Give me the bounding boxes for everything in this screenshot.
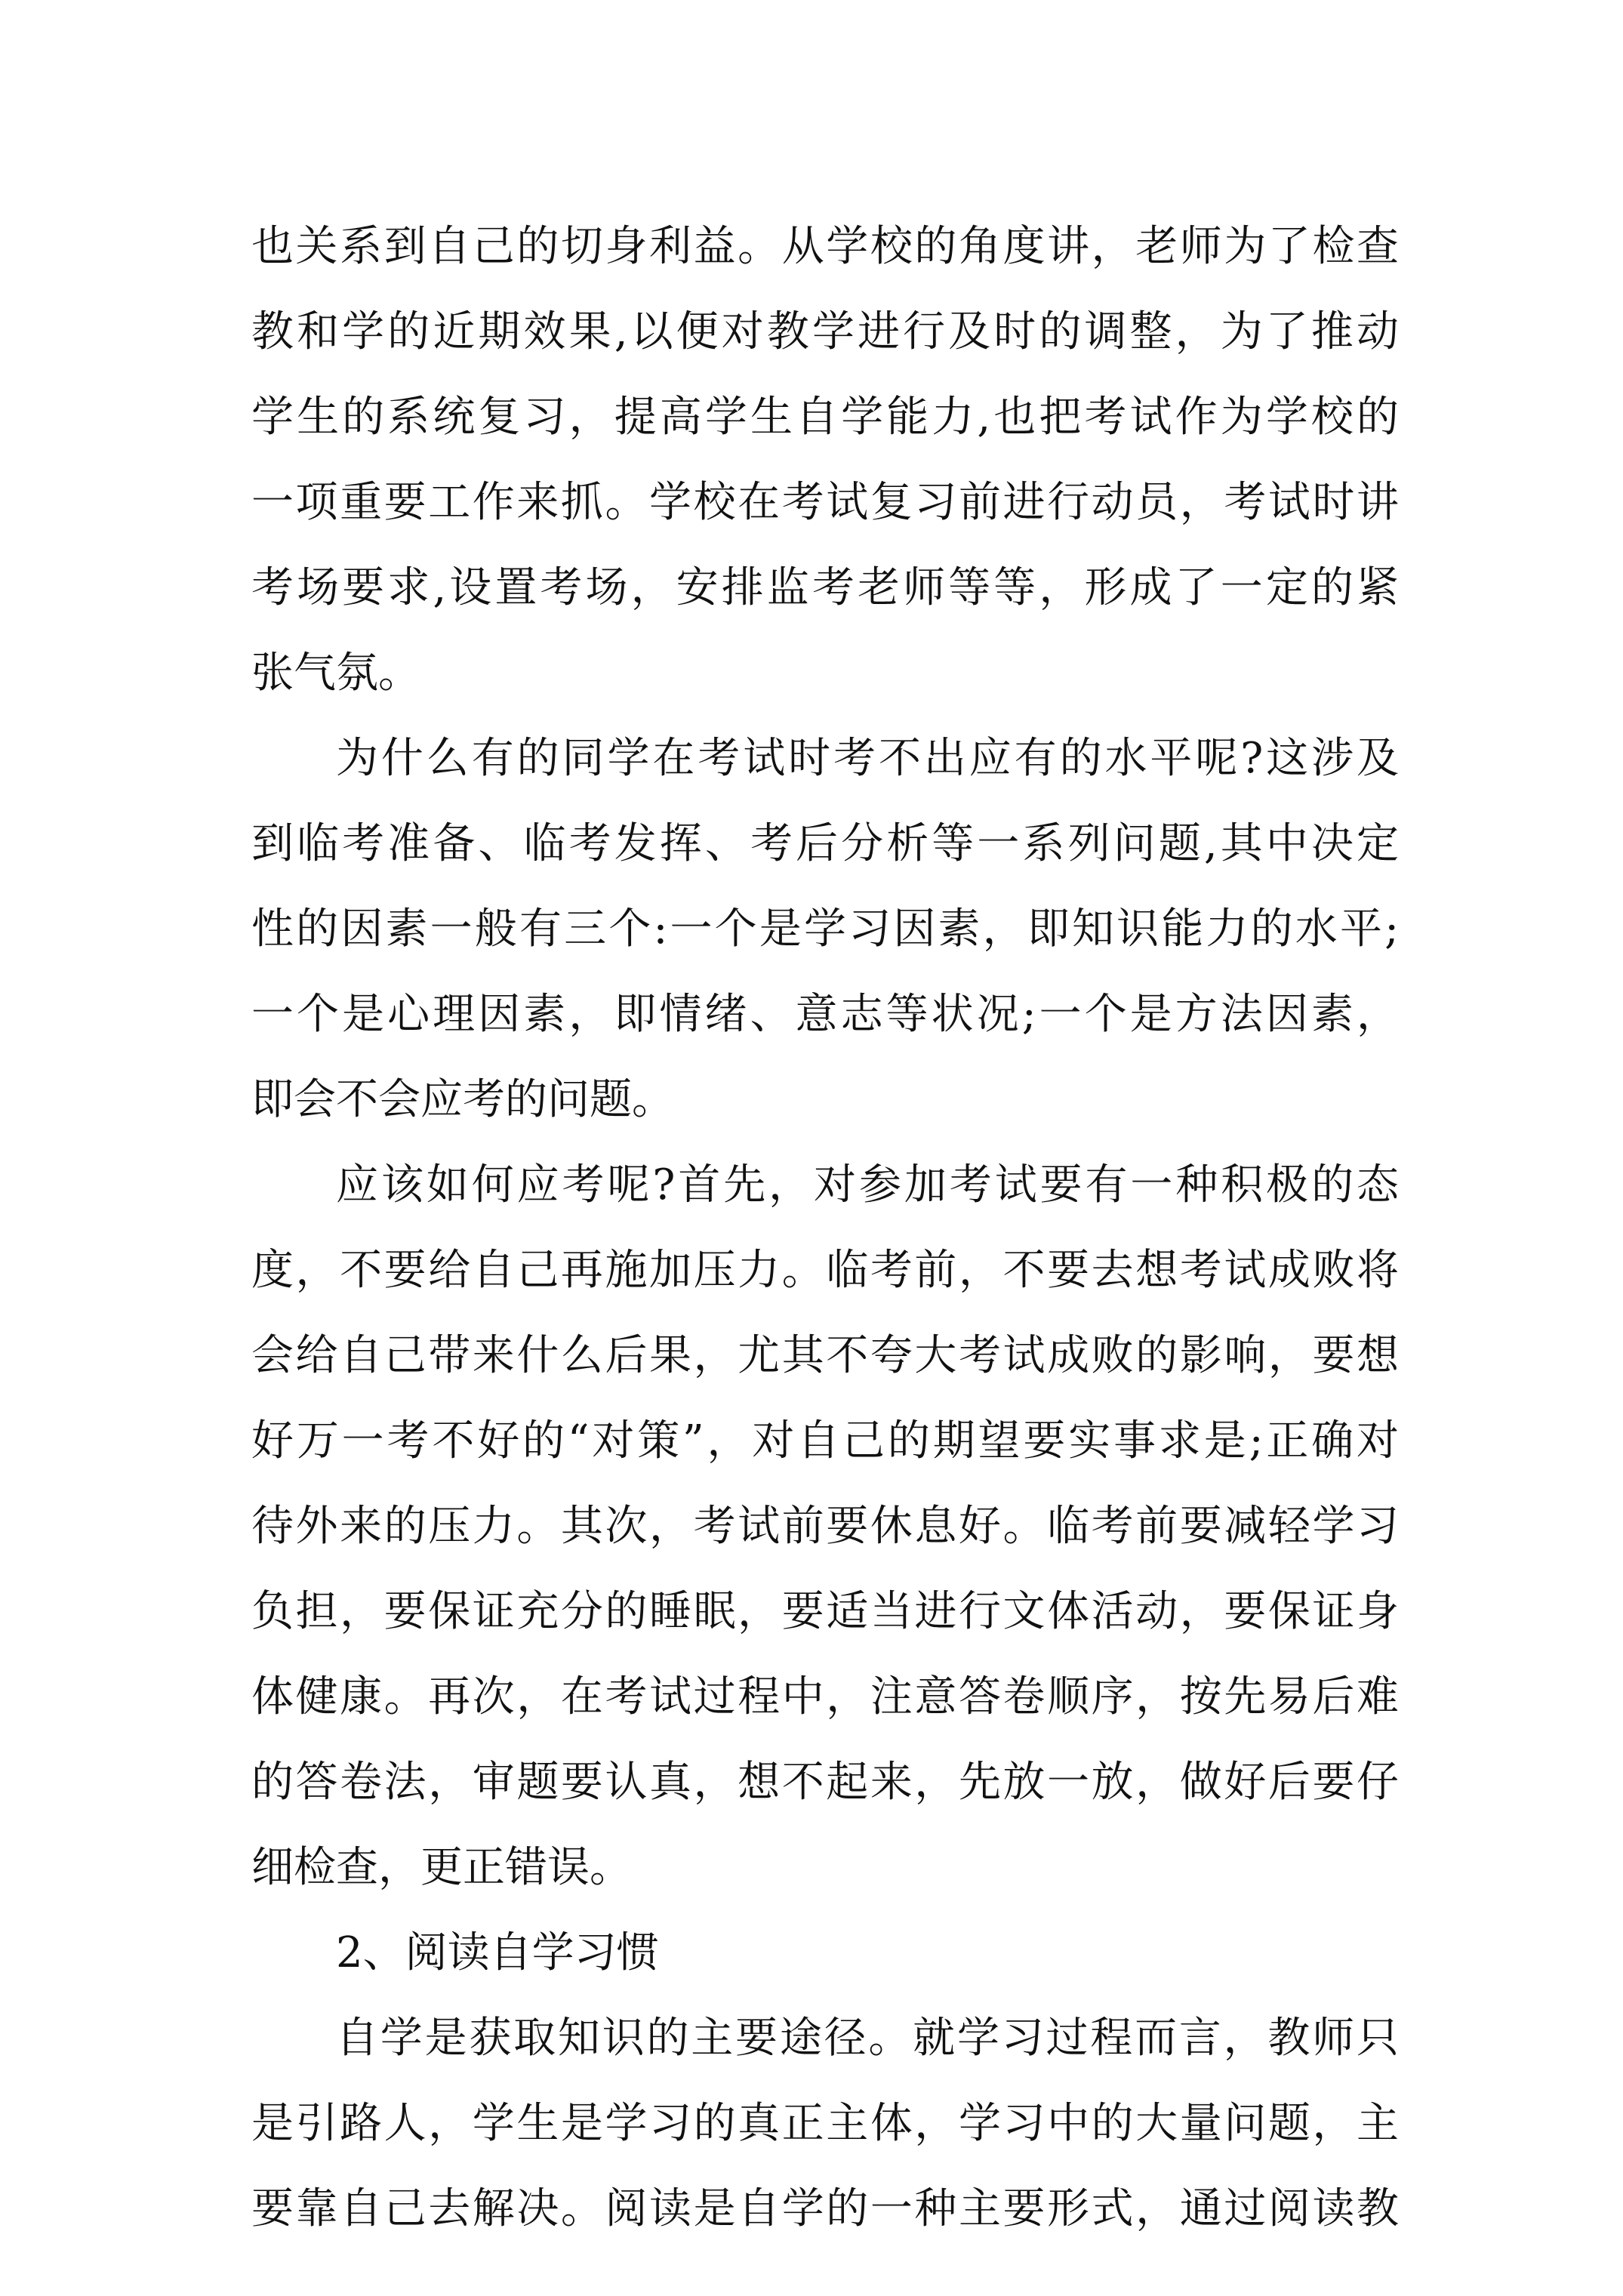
text-line: 的答卷法，审题要认真，想不起来，先放一放，做好后要仔 bbox=[251, 1758, 1399, 1807]
text-line: 好万一考不好的“对策”，对自己的期望要实事求是;正确对 bbox=[251, 1416, 1399, 1465]
text-line: 细检查，更正错误。 bbox=[251, 1843, 632, 1892]
text-line: 即会不会应考的问题。 bbox=[251, 1075, 674, 1124]
text-line: 要靠自己去解决。阅读是自学的一种主要形式，通过阅读教 bbox=[251, 2184, 1399, 2233]
text-line: 是引路人，学生是学习的真正主体，学习中的大量问题，主 bbox=[251, 2099, 1399, 2148]
text-line: 负担，要保证充分的睡眠，要适当进行文体活动，要保证身 bbox=[251, 1587, 1399, 1636]
text-line: 体健康。再次，在考试过程中，注意答卷顺序，按先易后难 bbox=[251, 1672, 1399, 1721]
text-line: 一项重要工作来抓。学校在考试复习前进行动员，考试时讲 bbox=[251, 478, 1399, 527]
text-line: 会给自己带来什么后果，尤其不夸大考试成败的影响，要想 bbox=[251, 1331, 1399, 1380]
text-line: 一个是心理因素，即情绪、意志等状况;一个是方法因素， bbox=[251, 990, 1399, 1039]
text-line: 待外来的压力。其次，考试前要休息好。临考前要减轻学习 bbox=[251, 1502, 1399, 1551]
text-line: 考场要求,设置考场，安排监考老师等等，形成了一定的紧 bbox=[251, 563, 1399, 612]
paragraph-start-line: 自学是获取知识的主要途径。就学习过程而言，教师只 bbox=[336, 2014, 1399, 2063]
text-line: 学生的系统复习，提高学生自学能力,也把考试作为学校的 bbox=[251, 393, 1399, 442]
text-line: 度，不要给自己再施加压力。临考前，不要去想考试成败将 bbox=[251, 1246, 1399, 1295]
body-text bbox=[251, 204, 1399, 2251]
paragraph-start-line: 应该如何应考呢?首先，对参加考试要有一种积极的态 bbox=[336, 1160, 1399, 1210]
text-line: 性的因素一般有三个:一个是学习因素，即知识能力的水平; bbox=[251, 905, 1399, 954]
text-line: 也关系到自己的切身利益。从学校的角度讲，老师为了检查 bbox=[251, 222, 1399, 271]
paragraph-start-line: 为什么有的同学在考试时考不出应有的水平呢?这涉及 bbox=[336, 734, 1399, 783]
section-heading: 2、阅读自学习惯 bbox=[336, 1928, 659, 1977]
text-line: 到临考准备、临考发挥、考后分析等一系列问题,其中决定 bbox=[251, 819, 1399, 868]
text-line: 教和学的近期效果,以便对教学进行及时的调整，为了推动 bbox=[251, 307, 1399, 356]
text-line: 张气氛。 bbox=[251, 649, 420, 698]
